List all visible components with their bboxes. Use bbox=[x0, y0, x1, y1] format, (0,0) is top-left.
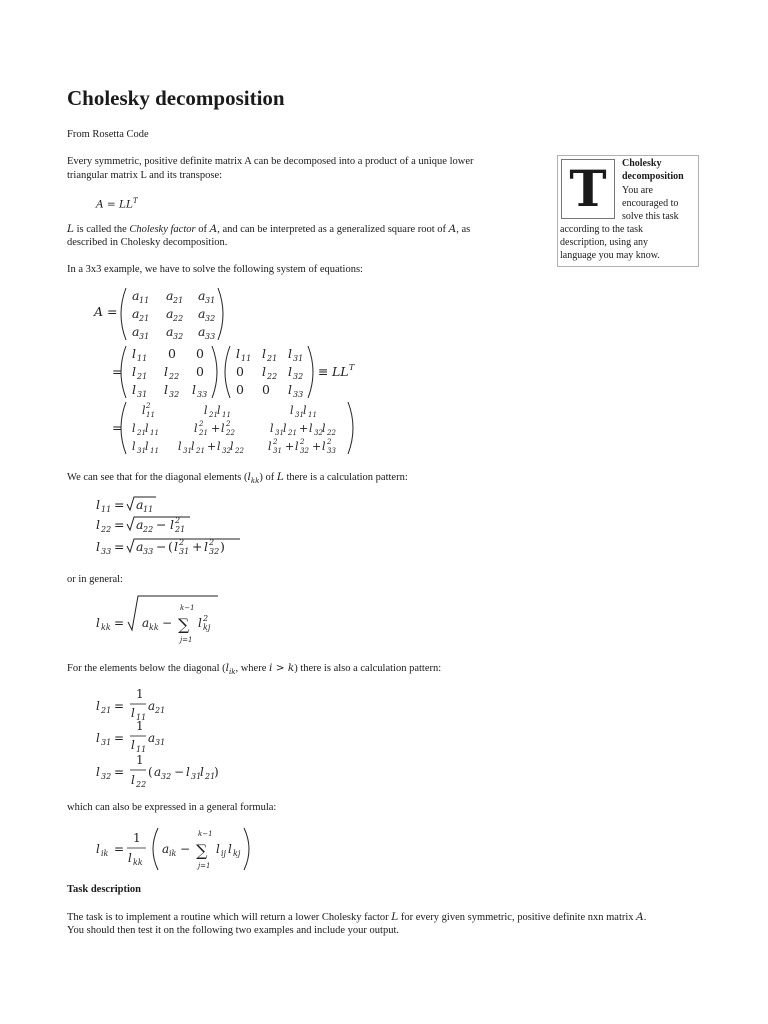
svg-text:22: 22 bbox=[136, 780, 147, 789]
svg-text:=: = bbox=[114, 699, 125, 713]
svg-text:l: l bbox=[145, 440, 149, 453]
general-formula-intro: which can also be expressed in a general formula: bbox=[67, 802, 277, 813]
or-in-general: or in general: bbox=[67, 574, 123, 585]
svg-text:LL: LL bbox=[332, 364, 349, 379]
cholesky-factor-line-1: L is called the Cholesky factor of A, and can be interpreted as a generalized square root of A, as bbox=[67, 223, 471, 235]
svg-text:l: l bbox=[96, 765, 100, 779]
svg-text:l: l bbox=[322, 422, 326, 435]
svg-text:kj: kj bbox=[233, 849, 241, 858]
svg-text:l: l bbox=[295, 440, 299, 453]
svg-text:l: l bbox=[303, 404, 307, 417]
svg-text:31: 31 bbox=[155, 738, 166, 747]
svg-text:l: l bbox=[230, 440, 234, 453]
svg-text:0: 0 bbox=[196, 364, 204, 379]
matrix-equation-figure bbox=[90, 282, 370, 460]
svg-text:(: ( bbox=[148, 765, 153, 779]
svg-text:k−1: k−1 bbox=[180, 604, 195, 612]
svg-text:l: l bbox=[128, 851, 132, 865]
svg-text:31: 31 bbox=[295, 411, 304, 419]
svg-text:31: 31 bbox=[273, 447, 282, 455]
svg-text:l: l bbox=[198, 616, 202, 630]
task-description-line-1: The task is to implement a routine which will return a lower Cholesky factor L for every given symmetric, positive definite nxn matrix A. bbox=[67, 911, 647, 923]
svg-text:31: 31 bbox=[179, 547, 190, 556]
svg-text:l: l bbox=[96, 842, 100, 856]
svg-text:21: 21 bbox=[199, 429, 208, 437]
svg-text:a: a bbox=[148, 731, 156, 745]
svg-text:l: l bbox=[170, 517, 174, 532]
svg-text:l: l bbox=[236, 346, 240, 361]
svg-text:32: 32 bbox=[293, 372, 304, 381]
svg-text:l: l bbox=[96, 517, 100, 532]
svg-text:T: T bbox=[349, 363, 355, 372]
svg-text:32: 32 bbox=[314, 429, 323, 437]
svg-text:l: l bbox=[217, 404, 221, 417]
svg-text:l: l bbox=[309, 422, 313, 435]
svg-text:=: = bbox=[114, 497, 125, 512]
svg-text:a: a bbox=[136, 539, 144, 554]
svg-text:j=1: j=1 bbox=[198, 862, 211, 870]
svg-text:21: 21 bbox=[173, 296, 184, 305]
svg-text:11: 11 bbox=[150, 429, 159, 437]
svg-text:21: 21 bbox=[101, 706, 112, 715]
svg-text:32: 32 bbox=[300, 447, 309, 455]
svg-text:2: 2 bbox=[327, 438, 332, 446]
intro-line-1: Every symmetric, positive definite matrix A can be decomposed into a product of a unique lower bbox=[67, 156, 474, 167]
svg-text:0: 0 bbox=[236, 364, 244, 379]
svg-text:l: l bbox=[131, 773, 135, 787]
svg-text:11: 11 bbox=[241, 354, 252, 363]
diagonal-formulas-figure bbox=[94, 492, 264, 562]
svg-text:+: + bbox=[299, 422, 309, 435]
svg-text:22: 22 bbox=[267, 372, 278, 381]
svg-text:−: − bbox=[156, 517, 167, 532]
cholesky-factor-line-2: described in Cholesky decomposition. bbox=[67, 237, 228, 248]
svg-text:22: 22 bbox=[235, 447, 244, 455]
svg-text:≡: ≡ bbox=[318, 364, 329, 379]
svg-text:l: l bbox=[132, 364, 136, 379]
source-line: From Rosetta Code bbox=[67, 129, 149, 140]
svg-text:∑: ∑ bbox=[196, 841, 208, 860]
svg-text:a: a bbox=[162, 842, 170, 856]
svg-text:21: 21 bbox=[288, 429, 297, 437]
svg-text:l: l bbox=[288, 346, 292, 361]
svg-text:kk: kk bbox=[149, 623, 159, 632]
svg-text:l: l bbox=[145, 422, 149, 435]
svg-text:31: 31 bbox=[191, 772, 202, 781]
example-intro: In a 3x3 example, we have to solve the following system of equations: bbox=[67, 264, 363, 275]
svg-text:a: a bbox=[136, 517, 144, 532]
task-description-line-2: You should then test it on the following two examples and include your output. bbox=[67, 925, 399, 936]
svg-text:=: = bbox=[114, 731, 125, 745]
equation-a-ll: $A = LL^T$ bbox=[96, 197, 138, 211]
svg-text:0: 0 bbox=[262, 382, 270, 397]
svg-text:11: 11 bbox=[143, 505, 154, 514]
svg-text:1: 1 bbox=[136, 753, 144, 767]
task-logo-icon: T bbox=[561, 159, 615, 219]
task-box-line-1: You are bbox=[622, 185, 653, 196]
svg-text:=: = bbox=[114, 517, 125, 532]
svg-text:l: l bbox=[142, 404, 146, 417]
svg-text:l: l bbox=[288, 364, 292, 379]
svg-text:=: = bbox=[112, 364, 123, 379]
svg-text:l: l bbox=[283, 422, 287, 435]
svg-text:a: a bbox=[198, 306, 206, 321]
svg-text:32: 32 bbox=[205, 314, 216, 323]
svg-text:1: 1 bbox=[136, 719, 144, 733]
svg-text:33: 33 bbox=[293, 390, 304, 399]
svg-text:+: + bbox=[207, 440, 217, 453]
svg-text:11: 11 bbox=[308, 411, 317, 419]
svg-text:22: 22 bbox=[101, 525, 112, 534]
below-diagonal-formulas-figure bbox=[94, 686, 264, 790]
svg-text:=: = bbox=[114, 616, 125, 630]
svg-text:l: l bbox=[268, 440, 272, 453]
svg-text:l: l bbox=[200, 765, 204, 779]
svg-text:2: 2 bbox=[226, 420, 231, 428]
svg-text:2: 2 bbox=[209, 538, 215, 547]
svg-text:21: 21 bbox=[209, 411, 218, 419]
svg-text:l: l bbox=[204, 404, 208, 417]
svg-text:l: l bbox=[262, 346, 266, 361]
page-title: Cholesky decomposition bbox=[67, 86, 285, 110]
svg-text:33: 33 bbox=[143, 547, 154, 556]
svg-text:32: 32 bbox=[101, 772, 112, 781]
svg-text:11: 11 bbox=[222, 411, 231, 419]
svg-text:ik: ik bbox=[169, 849, 177, 858]
svg-text:31: 31 bbox=[205, 296, 216, 305]
svg-text:l: l bbox=[194, 422, 198, 435]
svg-text:l: l bbox=[178, 440, 182, 453]
svg-text:a: a bbox=[166, 288, 174, 303]
svg-text:l: l bbox=[186, 765, 190, 779]
svg-text:2: 2 bbox=[146, 402, 151, 410]
svg-text:2: 2 bbox=[273, 438, 278, 446]
svg-text:31: 31 bbox=[137, 390, 148, 399]
svg-text:+: + bbox=[285, 440, 295, 453]
svg-text:a: a bbox=[154, 765, 162, 779]
svg-text:a: a bbox=[198, 288, 206, 303]
svg-text:a: a bbox=[148, 699, 156, 713]
svg-text:22: 22 bbox=[226, 429, 235, 437]
svg-text:32: 32 bbox=[169, 390, 180, 399]
svg-text:=: = bbox=[114, 765, 125, 779]
task-box-heading-1: Cholesky bbox=[622, 158, 662, 169]
svg-text:21: 21 bbox=[196, 447, 205, 455]
task-box-line-6: language you may know. bbox=[560, 250, 660, 261]
svg-text:−: − bbox=[156, 539, 167, 554]
svg-text:21: 21 bbox=[155, 706, 166, 715]
svg-text:33: 33 bbox=[205, 332, 216, 341]
task-box-line-4: according to the task bbox=[560, 224, 644, 235]
intro-line-2: triangular matrix L and its transpose: bbox=[67, 170, 223, 181]
svg-text:11: 11 bbox=[136, 713, 147, 722]
svg-text:11: 11 bbox=[139, 296, 150, 305]
diagonal-general-formula bbox=[94, 594, 234, 650]
svg-text:kj: kj bbox=[203, 623, 211, 632]
svg-text:21: 21 bbox=[205, 772, 216, 781]
svg-text:0: 0 bbox=[196, 346, 204, 361]
svg-text:11: 11 bbox=[136, 745, 147, 754]
svg-text:0: 0 bbox=[168, 346, 176, 361]
svg-text:21: 21 bbox=[175, 525, 186, 534]
task-description-heading: Task description bbox=[67, 884, 142, 895]
svg-text:0: 0 bbox=[236, 382, 244, 397]
svg-text:32: 32 bbox=[173, 332, 184, 341]
svg-text:l: l bbox=[96, 539, 100, 554]
svg-text:(: ( bbox=[168, 539, 173, 554]
svg-text:l: l bbox=[204, 539, 208, 554]
svg-text:−: − bbox=[180, 842, 191, 856]
svg-text:=: = bbox=[114, 842, 125, 856]
svg-text:l: l bbox=[228, 842, 232, 856]
svg-text:l: l bbox=[132, 382, 136, 397]
svg-text:kk: kk bbox=[101, 623, 111, 632]
svg-text:31: 31 bbox=[101, 738, 112, 747]
svg-text:a: a bbox=[198, 324, 206, 339]
svg-text:l: l bbox=[96, 699, 100, 713]
svg-text:11: 11 bbox=[101, 505, 112, 514]
svg-text:22: 22 bbox=[173, 314, 184, 323]
task-box-line-5: description, using any bbox=[560, 237, 649, 248]
below-diagonal-text: For the elements below the diagonal ($l_{ik}$, where i > k) there is also a calculation pattern: bbox=[67, 662, 442, 677]
svg-text:2: 2 bbox=[199, 420, 204, 428]
svg-text:l: l bbox=[164, 382, 168, 397]
svg-text:11: 11 bbox=[137, 354, 148, 363]
svg-text:l: l bbox=[174, 539, 178, 554]
svg-text:l: l bbox=[96, 616, 100, 630]
svg-text:31: 31 bbox=[275, 429, 284, 437]
svg-text:2: 2 bbox=[203, 614, 209, 623]
svg-text:l: l bbox=[191, 440, 195, 453]
svg-text:=: = bbox=[112, 420, 123, 435]
svg-text:l: l bbox=[96, 497, 100, 512]
svg-text:+: + bbox=[312, 440, 322, 453]
svg-text:kk: kk bbox=[133, 858, 143, 867]
svg-text:l: l bbox=[288, 382, 292, 397]
svg-text:l: l bbox=[131, 706, 135, 720]
svg-text:−: − bbox=[174, 765, 185, 779]
svg-text:a: a bbox=[166, 306, 174, 321]
svg-text:a: a bbox=[166, 324, 174, 339]
svg-text:+: + bbox=[192, 539, 203, 554]
svg-text:33: 33 bbox=[197, 390, 208, 399]
svg-text:A =: A = bbox=[94, 304, 118, 319]
task-box-line-3: solve this task bbox=[622, 211, 679, 222]
svg-text:31: 31 bbox=[139, 332, 150, 341]
svg-text:22: 22 bbox=[327, 429, 336, 437]
svg-text:a: a bbox=[136, 497, 144, 512]
svg-text:a: a bbox=[132, 288, 140, 303]
svg-text:=: = bbox=[114, 539, 125, 554]
svg-text:ij: ij bbox=[221, 849, 227, 858]
svg-text:l: l bbox=[192, 382, 196, 397]
svg-text:−: − bbox=[162, 616, 173, 630]
svg-text:21: 21 bbox=[267, 354, 278, 363]
task-box-line-2: encouraged to bbox=[622, 198, 679, 209]
svg-text:32: 32 bbox=[161, 772, 172, 781]
svg-text:l: l bbox=[322, 440, 326, 453]
svg-text:21: 21 bbox=[139, 314, 150, 323]
svg-text:k−1: k−1 bbox=[198, 830, 213, 838]
svg-text:∑: ∑ bbox=[178, 615, 190, 634]
svg-text:j=1: j=1 bbox=[180, 636, 193, 644]
below-diagonal-general-formula bbox=[94, 824, 264, 874]
svg-text:21: 21 bbox=[137, 429, 146, 437]
svg-text:22: 22 bbox=[169, 372, 180, 381]
svg-text:2: 2 bbox=[179, 538, 185, 547]
diagonal-pattern-text: We can see that for the diagonal elements $(l_{kk})$ of L there is a calculation pattern: bbox=[67, 471, 408, 486]
svg-text:2: 2 bbox=[175, 516, 181, 525]
svg-text:31: 31 bbox=[137, 447, 146, 455]
svg-text:1: 1 bbox=[133, 831, 141, 845]
svg-text:33: 33 bbox=[327, 447, 336, 455]
svg-text:l: l bbox=[132, 346, 136, 361]
svg-text:l: l bbox=[132, 422, 136, 435]
svg-text:l: l bbox=[131, 738, 135, 752]
svg-text:): ) bbox=[220, 539, 225, 554]
task-box-heading-2: decomposition bbox=[622, 171, 684, 182]
svg-text:2: 2 bbox=[300, 438, 305, 446]
svg-text:ik: ik bbox=[101, 849, 109, 858]
svg-text:l: l bbox=[221, 422, 225, 435]
svg-text:33: 33 bbox=[101, 547, 112, 556]
svg-text:+: + bbox=[211, 422, 221, 435]
svg-text:l: l bbox=[217, 440, 221, 453]
svg-text:l: l bbox=[132, 440, 136, 453]
svg-text:a: a bbox=[132, 324, 140, 339]
svg-text:32: 32 bbox=[209, 547, 220, 556]
svg-text:11: 11 bbox=[150, 447, 159, 455]
svg-text:l: l bbox=[290, 404, 294, 417]
svg-text:31: 31 bbox=[183, 447, 192, 455]
svg-text:l: l bbox=[270, 422, 274, 435]
svg-text:1: 1 bbox=[136, 687, 144, 701]
svg-text:l: l bbox=[216, 842, 220, 856]
svg-text:31: 31 bbox=[293, 354, 304, 363]
svg-text:21: 21 bbox=[137, 372, 148, 381]
svg-text:11: 11 bbox=[146, 411, 155, 419]
svg-text:l: l bbox=[262, 364, 266, 379]
svg-text:32: 32 bbox=[222, 447, 231, 455]
svg-text:): ) bbox=[214, 765, 219, 779]
svg-text:l: l bbox=[96, 731, 100, 745]
svg-text:a: a bbox=[142, 616, 150, 630]
svg-text:l: l bbox=[164, 364, 168, 379]
svg-text:a: a bbox=[132, 306, 140, 321]
svg-text:22: 22 bbox=[143, 525, 154, 534]
